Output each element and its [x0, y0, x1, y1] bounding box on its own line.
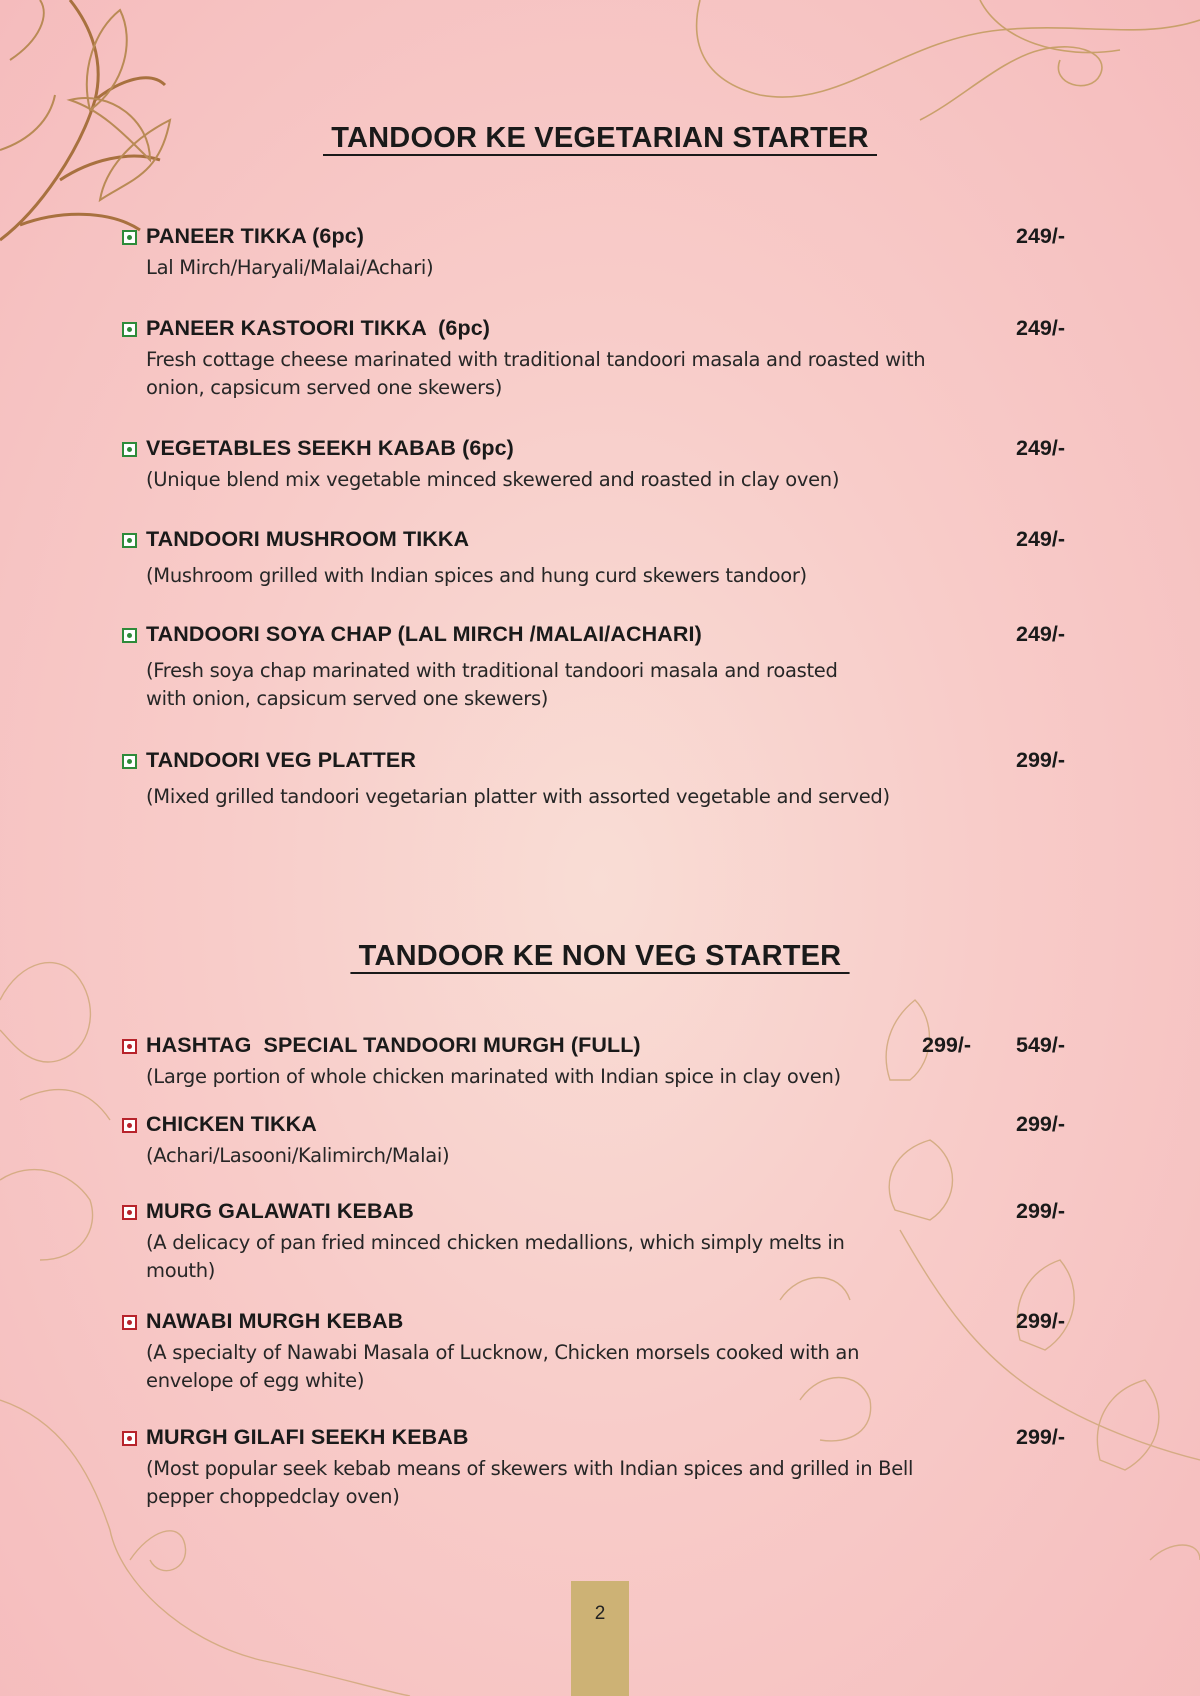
menu-item [120, 748, 1080, 811]
menu-item [120, 1033, 1080, 1091]
veg-marker-icon [122, 533, 137, 548]
item-description: (Achari/Lasooni/Kalimirch/Malai) [146, 1144, 450, 1167]
item-name: PANEER KASTOORI TIKKA (6pc) [146, 316, 491, 340]
item-description: (A delicacy of pan fried minced chicken medallions, which simply melts in mouth) [146, 1231, 845, 1282]
item-price: 299/- [1016, 1112, 1066, 1136]
item-name: PANEER TIKKA (6pc) [146, 224, 365, 248]
item-price-half: 299/- [922, 1033, 972, 1057]
veg-marker-icon [122, 754, 137, 769]
menu-item [120, 622, 1080, 713]
nonveg-marker-icon [122, 1205, 137, 1220]
item-description: (Mushroom grilled with Indian spices and hung curd skewers tandoor) [146, 564, 807, 587]
item-description: (A specialty of Nawabi Masala of Lucknow, Chicken morsels cooked with an envelope of egg white) [146, 1341, 860, 1392]
item-price: 249/- [1016, 316, 1066, 340]
item-name: TANDOORI VEG PLATTER [146, 748, 416, 772]
menu-item [120, 436, 1080, 494]
item-name: TANDOORI SOYA CHAP (LAL MIRCH /MALAI/ACHARI) [146, 622, 702, 646]
nonveg-marker-icon [122, 1315, 137, 1330]
item-description: (Most popular seek kebab means of skewers with Indian spices and grilled in Bell pepper choppedclay oven) [146, 1457, 914, 1508]
item-description: Fresh cottage cheese marinated with traditional tandoori masala and roasted with onion, capsicum served one skewers) [146, 348, 926, 399]
nonveg-marker-icon [122, 1431, 137, 1446]
item-price: 249/- [1016, 527, 1066, 551]
item-name: HASHTAG SPECIAL TANDOORI MURGH (FULL) [146, 1033, 641, 1057]
menu-item [120, 224, 1080, 282]
item-price: 249/- [1016, 224, 1066, 248]
veg-marker-icon [122, 628, 137, 643]
item-price: 299/- [1016, 1199, 1066, 1223]
item-price: 249/- [1016, 622, 1066, 646]
item-price: 299/- [1016, 1425, 1066, 1449]
menu-item [120, 1199, 1080, 1285]
item-description: (Large portion of whole chicken marinated with Indian spice in clay oven) [146, 1065, 841, 1088]
item-description: (Fresh soya chap marinated with traditional tandoori masala and roasted with onion, capsicum served one skewers) [146, 659, 838, 710]
menu-item [120, 316, 1080, 402]
menu-item [120, 527, 1080, 590]
item-price: 299/- [1016, 748, 1066, 772]
item-description: Lal Mirch/Haryali/Malai/Achari) [146, 256, 434, 279]
nonveg-marker-icon [122, 1039, 137, 1054]
veg-section-heading: TANDOOR KE VEGETARIAN STARTER [323, 122, 877, 154]
item-price: 549/- [1016, 1033, 1066, 1057]
page-number-box [571, 1581, 629, 1696]
item-name: VEGETABLES SEEKH KABAB (6pc) [146, 436, 514, 460]
menu-item [120, 1112, 1080, 1170]
menu-item [120, 1425, 1080, 1511]
item-price: 249/- [1016, 436, 1066, 460]
page-number: 2 [594, 1603, 606, 1624]
veg-marker-icon [122, 230, 137, 245]
nonveg-marker-icon [122, 1118, 137, 1133]
item-description: (Mixed grilled tandoori vegetarian platter with assorted vegetable and served) [146, 785, 890, 808]
item-description: (Unique blend mix vegetable minced skewered and roasted in clay oven) [146, 468, 840, 491]
item-price: 299/- [1016, 1309, 1066, 1333]
menu-item [120, 1309, 1080, 1395]
veg-marker-icon [122, 442, 137, 457]
item-name: NAWABI MURGH KEBAB [146, 1309, 404, 1333]
item-name: MURGH GILAFI SEEKH KEBAB [146, 1425, 469, 1449]
veg-marker-icon [122, 322, 137, 337]
item-name: TANDOORI MUSHROOM TIKKA [146, 527, 470, 551]
nonveg-section-heading: TANDOOR KE NON VEG STARTER [350, 940, 850, 972]
item-name: CHICKEN TIKKA [146, 1112, 317, 1136]
item-name: MURG GALAWATI KEBAB [146, 1199, 414, 1223]
